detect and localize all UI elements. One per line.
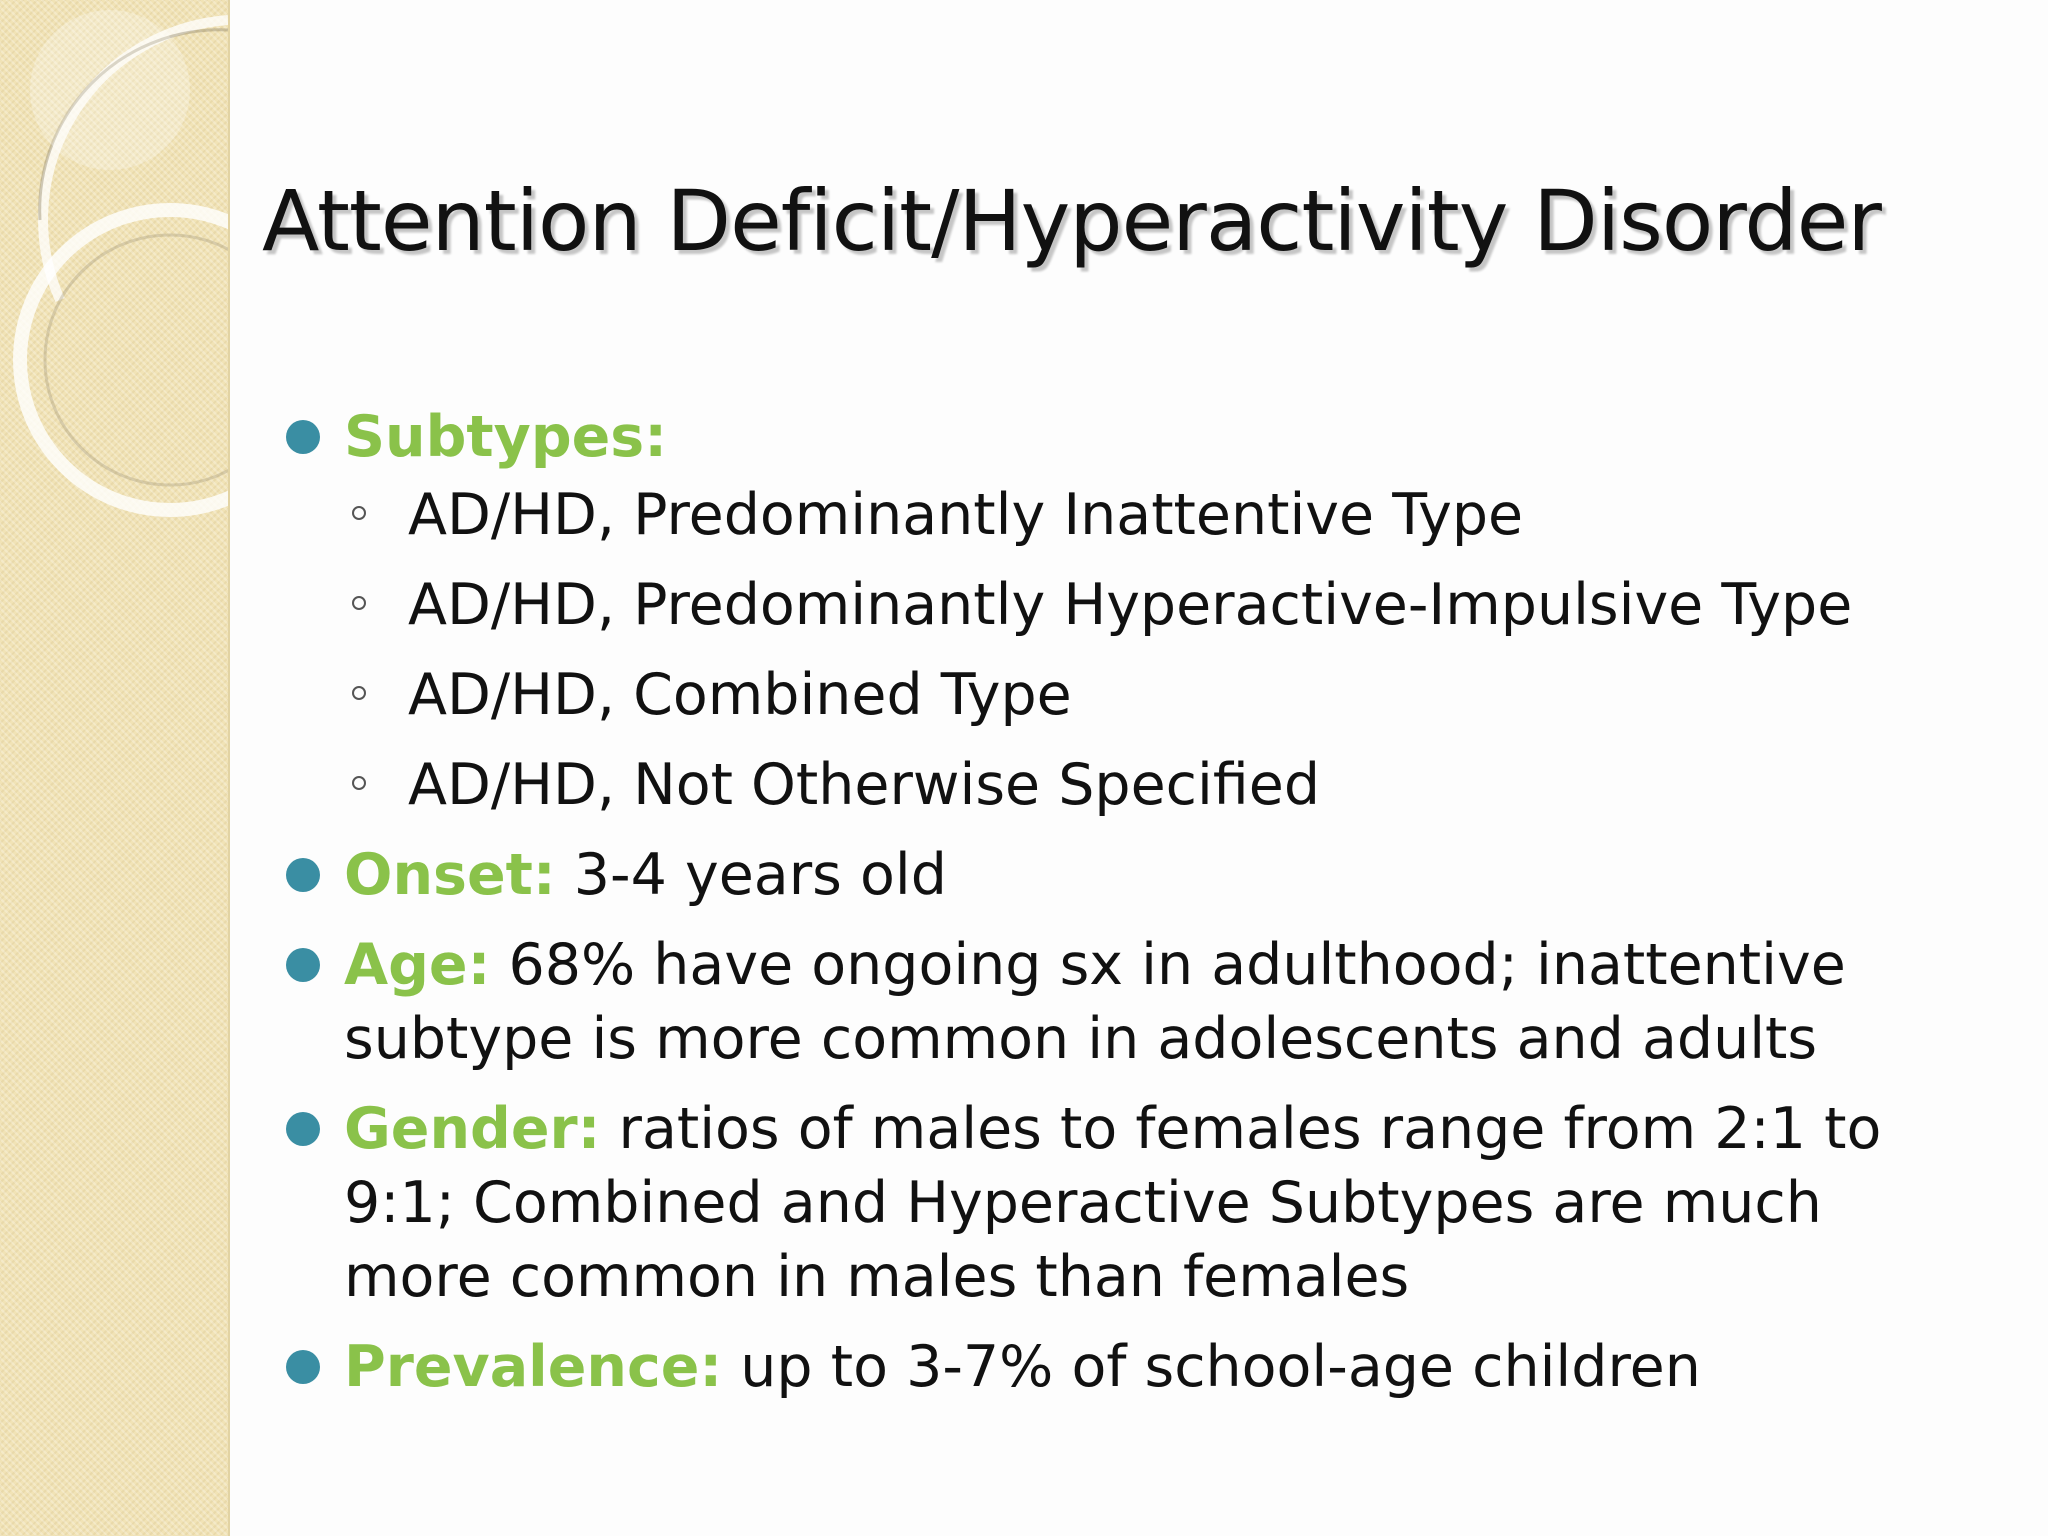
sub-item-text: AD/HD, Predominantly Inattentive Type	[408, 482, 1524, 548]
item-label: Subtypes:	[344, 404, 668, 470]
decorative-side-band	[0, 0, 230, 1536]
sub-item-text: AD/HD, Combined Type	[408, 662, 1072, 728]
list-item-prevalence	[284, 1330, 1984, 1404]
item-text: ratios of males to females range from 2:1 to 9:1; Combined and Hyperactive Subtypes are much more common in males than females	[344, 1096, 1882, 1310]
bullet-dot-icon	[286, 1112, 320, 1146]
sub-list-item	[284, 478, 1924, 552]
list-item-onset	[284, 838, 1984, 912]
sub-item-text: AD/HD, Predominantly Hyperactive-Impulsive Type	[408, 572, 1853, 638]
bullet-dot-icon	[286, 948, 320, 982]
item-text: 68% have ongoing sx in adulthood; inattentive subtype is more common in adolescents and adults	[344, 932, 1846, 1072]
list-item-age	[284, 928, 1984, 1076]
sub-list-item	[284, 748, 1924, 822]
sub-list-item	[284, 658, 1924, 732]
item-label: Age:	[344, 932, 491, 998]
item-label: Prevalence:	[344, 1334, 723, 1400]
decorative-rings	[0, 0, 228, 1536]
ring-bullet-icon	[352, 506, 366, 520]
subtypes-list	[344, 478, 1984, 822]
ring-bullet-icon	[352, 776, 366, 790]
list-item-gender	[284, 1092, 1984, 1314]
item-label: Gender:	[344, 1096, 601, 1162]
bullet-dot-icon	[286, 1350, 320, 1384]
list-item-subtypes	[284, 400, 1984, 822]
bullet-list	[284, 400, 1984, 1420]
slide-title: Attention Deficit/Hyperactivity Disorder	[262, 172, 1881, 270]
sub-item-text: AD/HD, Not Otherwise Specified	[408, 752, 1320, 818]
sub-list-item	[284, 568, 1924, 642]
ring-bullet-icon	[352, 596, 366, 610]
bullet-dot-icon	[286, 858, 320, 892]
item-text: up to 3-7% of school-age children	[722, 1334, 1701, 1400]
bullet-dot-icon	[286, 420, 320, 454]
item-label: Onset:	[344, 842, 556, 908]
ring-bullet-icon	[352, 686, 366, 700]
item-text: 3-4 years old	[555, 842, 947, 908]
